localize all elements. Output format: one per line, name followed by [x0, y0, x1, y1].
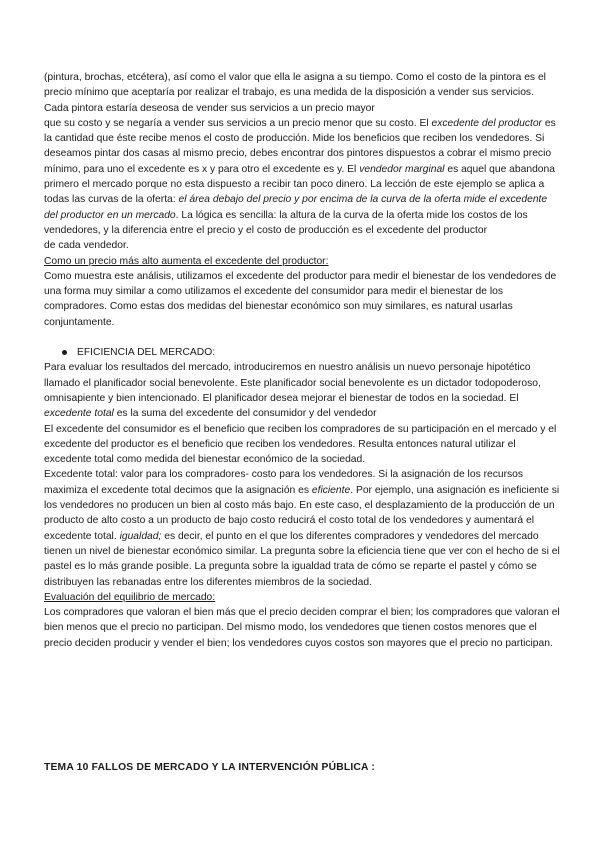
bullet-eficiencia: [44, 345, 560, 360]
term-igualdad: igualdad;: [119, 530, 162, 542]
paragraph-painter-costs: (pintura, brochas, etcétera), así como el valor que ella le asigna a su tiempo. Como el costo de la pintora es el precio mínimo que aceptaría por realizar el trabajo, es una medida de la disposición a vender sus servicios. Cada pintora estaría deseosa de vender sus servicios a un precio mayor que su costo y se negaría a vender sus servicios a un precio menor que su costo. El excedente del productor es la cantidad que éste recibe menos el costo de producción. Mide los beneficios que reciben los vendedores. Si deseamos pintar dos casas al mismo precio, debes encontrar dos pintores dispuestos a cobrar el mismo precio mínimo, para uno el excedente es x y para otro el excedente es y. El vendedor marginal es aquel que abandona primero el mercado porque no esta dispuesto a recibir tan poco dinero. La lección de este ejemplo se aplica a todas las curvas de la oferta: el área debajo del precio y por encima de la curva de la oferta mide el excedente del productor en un mercado. La lógica es sencilla: la altura de la curva de la oferta mide los costos de los vendedores, y la diferencia entre el precio y el costo de producción es el excedente del productor de cada vendedor.: [44, 72, 556, 252]
paragraph-excedente-total: Excedente total: valor para los compradores- costo para los vendedores. Si la asignación de los recursos maximiza el excedente total decimos que la asignación es eficiente. Por ejemplo, una asignación es ineficiente si los vendedores no producen un bien al costo más bajo. En este caso, el desplazamiento de la producción de un producto de alto costo a un producto de bajo costo reducirá el costo total de los vendedores y aumentará el excedente total. igualdad; es decir, el punto en el que los diferentes compradores y vendedores del mercado tienen un nivel de bienestar económico similar. La pregunta sobre la eficiencia tiene que ver con el hecho de si el pastel es lo más grande posible. La pregunta sobre la igualdad trata de cómo se reparte el pastel y cómo se distribuyen las rebanadas entre los diferentes miembros de la sociedad.: [44, 469, 560, 588]
term-vendedor-marginal: vendedor marginal: [359, 163, 445, 175]
bullet-label: EFICIENCIA DEL MERCADO:: [77, 347, 216, 359]
section-heading-tema-10: TEMA 10 FALLOS DE MERCADO Y LA INTERVENCIÓN PÚBLICA :: [44, 762, 375, 773]
term-eficiente: eficiente: [311, 484, 351, 496]
subheading-precio-mas-alto: Como un precio más alto aumenta el excedente del productor:: [44, 255, 329, 267]
paragraph-producer-surplus-measure: Como muestra este análisis, utilizamos el excedente del productor para medir el bienestar de los vendedores de una forma muy similar a como utilizamos el excedente del consumidor para medir el bienestar de los compradores. Como estas dos medidas del bienestar económico son muy similares, es natural usarlas conjuntamente.: [44, 270, 557, 328]
subheading-evaluacion: Evaluación del equilibrio de mercado:: [44, 591, 216, 603]
emphasis-area-lesson: el área debajo del precio y por encima de la curva de la oferta mide el excedente del productor en un mercado: [44, 194, 548, 221]
bullet-dot-icon: [62, 350, 67, 355]
paragraph-equilibrio: Los compradores que valoran el bien más que el precio deciden comprar el bien; los compradores que valoran el bien menos que el precio no participan. Del mismo modo, los vendedores que tienen costos menores que el precio deciden producir y vender el bien; los vendedores cuyos costos son mayores que el precio no participan.: [44, 607, 560, 649]
term-excedente-total: excedente total: [44, 408, 114, 420]
term-excedente-productor: excedente del productor: [431, 117, 542, 129]
paragraph-consumer-producer: El excedente del consumidor es el beneficio que reciben los compradores de su participación en el mercado y el excedente del productor es el beneficio que reciben los vendedores. Resulta entonces natural utilizar el excedente total como medida del bienestar económico de la sociedad.: [44, 423, 557, 466]
document-body: [44, 70, 560, 651]
paragraph-planificador: Para evaluar los resultados del mercado, introduciremos en nuestro análisis un nuevo personaje hipotético llamado el planificador social benevolente. Este planificador social benevolente es un dictador todopoderoso, omnisapiente y bien intencionado. El planificador desea mejorar el bienestar de todos en la sociedad. El excedente total es la suma del excedente del consumidor y del vendedor: [44, 362, 541, 420]
